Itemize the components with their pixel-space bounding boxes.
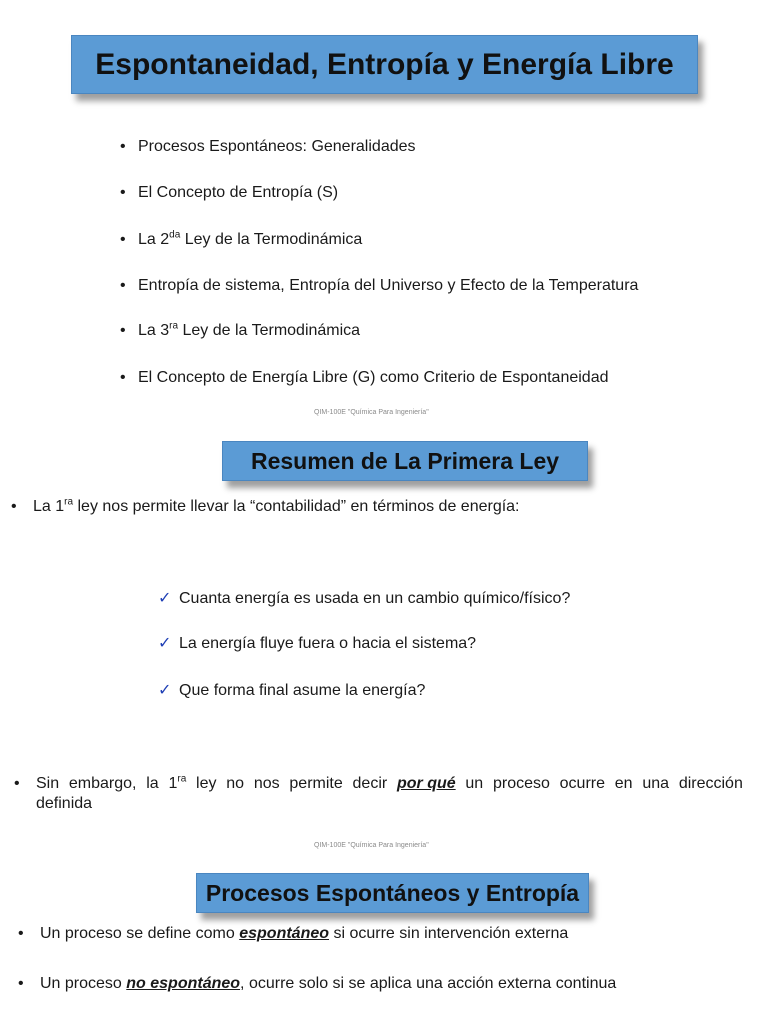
bullet-icon: • [18,975,24,992]
slide1-footer: QIM-100E "Química Para Ingeniería" [314,409,429,416]
slide2-check-2: ✓ La energía fluye fuera o hacia el sistema? [158,635,477,652]
closing-line-2: definida [36,795,93,812]
slide1-item-1: • Procesos Espontáneos: Generalidades [120,138,416,155]
bullet-icon: • [120,369,126,386]
slide1-title: Espontaneidad, Entropía y Energía Libre [95,47,674,81]
bullet-icon: • [14,775,20,792]
slide1-item-6: • El Concepto de Energía Libre (G) como Criterio de Espontaneidad [120,369,609,386]
closing-word-embargo: embargo, [68,775,137,792]
bullet-icon: • [120,322,126,339]
slide1-item-5: • La $3^{ra}$ Ley de la Termodinámica [120,320,361,339]
closing-emphasis: por qué [396,775,456,792]
slide2-closing: • Sin embargo, la $1^{ra}$ ley no nos permite decir por qué un proceso ocurre en una dirección definida [14,773,743,812]
check-icon: ✓ [158,635,172,652]
slide3-title: Procesos Espontáneos y Entropía [205,879,580,906]
slide2-title: Resumen de La Primera Ley [250,447,560,474]
slide1-item-4: • Entropía de sistema, Entropía del Universo y Efecto de la Temperatura [120,277,639,294]
slide3-item-1: • Un proceso se define como espontáneo si ocurre sin intervención externa [18,925,569,942]
slide2-footer: QIM-100E "Química Para Ingeniería" [314,842,429,849]
slide2-check-3: ✓ Que forma final asume la energía? [158,682,426,699]
slide1-item-2: • El Concepto de Entropía (S) [120,184,339,201]
check-icon: ✓ [158,590,172,607]
slide3-item-2: • Un proceso no espontáneo, ocurre solo si se aplica una acción externa continua [18,975,617,992]
bullet-icon: • [120,184,126,201]
check-icon: ✓ [158,682,172,699]
closing-word-la: la [146,775,159,792]
bullet-icon: • [18,925,24,942]
slide3-title-banner [196,873,589,913]
bullet-icon: • [120,277,126,294]
bullet-icon: • [11,498,17,515]
closing-word-sin: Sin [36,775,60,792]
slide1-item-3: • La $2^{da}$ Ley de la Termodinámica [120,229,363,248]
slide2-intro: • La $1^{ra}$ ley nos permite llevar la “contabilidad” en términos de energía: [11,496,520,515]
bullet-icon: • [120,231,126,248]
slide2-title-banner [222,441,588,481]
slide1-title-banner [71,35,698,94]
bullet-icon: • [120,138,126,155]
slide2-check-1: ✓ Cuanta energía es usada en un cambio químico/físico? [158,590,571,607]
